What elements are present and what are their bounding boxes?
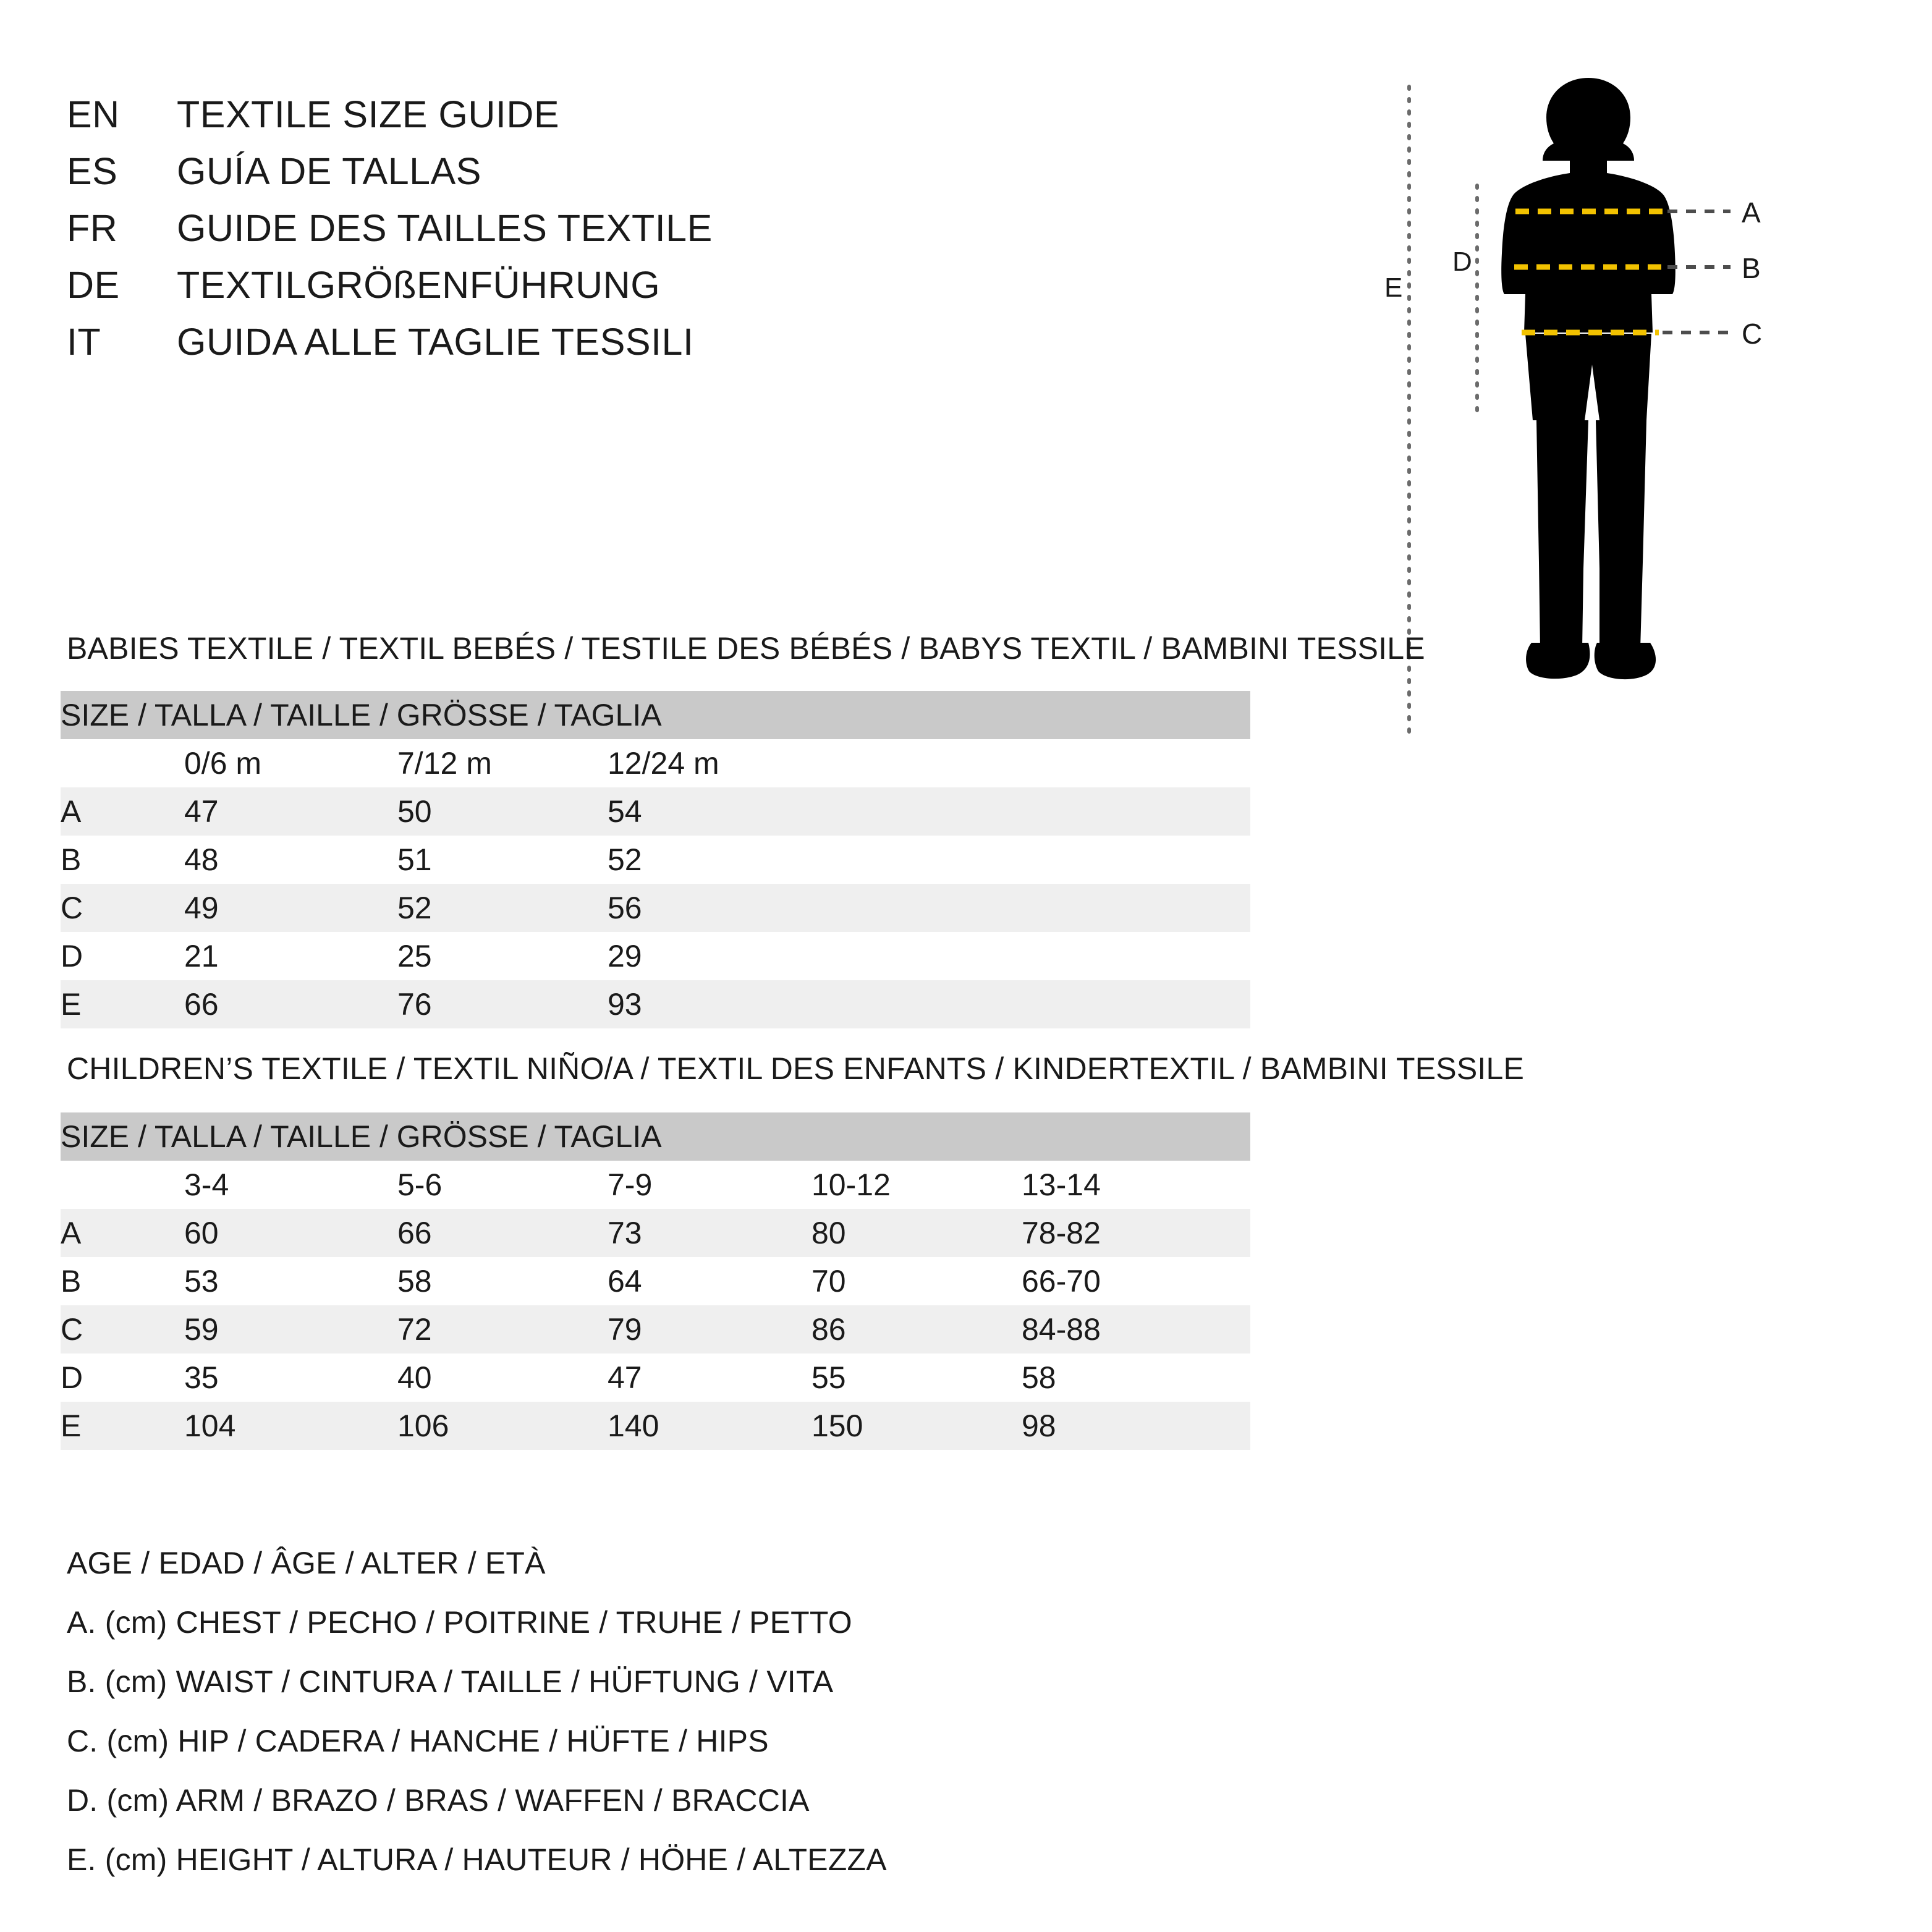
babies-row-label-a: A <box>61 787 184 836</box>
children-cell-c-1: 72 <box>397 1305 608 1354</box>
children-col-2: 7-9 <box>608 1161 811 1209</box>
babies-cell-d-1: 25 <box>397 932 608 980</box>
babies-corner-cell <box>61 739 184 787</box>
title-row-es <box>67 150 1241 206</box>
figure-label-d: D <box>1452 247 1472 277</box>
children-cell-d-1: 40 <box>397 1354 608 1402</box>
table-row <box>61 932 1250 980</box>
measurement-figure <box>1384 74 1866 773</box>
title-row-de <box>67 263 1241 320</box>
children-cell-a-0: 60 <box>184 1209 397 1257</box>
children-size-table <box>61 1112 1250 1450</box>
children-cell-c-3: 86 <box>811 1305 1022 1354</box>
babies-cell-e-2: 93 <box>608 980 1250 1028</box>
children-cell-e-2: 140 <box>608 1402 811 1450</box>
children-size-header: SIZE / TALLA / TAILLE / GRÖSSE / TAGLIA <box>61 1112 1250 1161</box>
title-text-it: GUIDA ALLE TAGLIE TESSILI <box>177 321 694 363</box>
title-text-en: TEXTILE SIZE GUIDE <box>177 93 560 135</box>
children-col-0: 3-4 <box>184 1161 397 1209</box>
babies-cell-e-1: 76 <box>397 980 608 1028</box>
children-cell-d-3: 55 <box>811 1354 1022 1402</box>
children-col-1: 5-6 <box>397 1161 608 1209</box>
child-silhouette <box>1501 78 1676 679</box>
babies-col-1: 7/12 m <box>397 739 608 787</box>
figure-label-e: E <box>1384 273 1403 303</box>
babies-row-label-b: B <box>61 836 184 884</box>
title-block <box>67 93 1241 377</box>
children-cell-e-0: 104 <box>184 1402 397 1450</box>
babies-cell-b-1: 51 <box>397 836 608 884</box>
babies-column-header-row <box>61 739 1250 787</box>
babies-size-table <box>61 691 1250 1028</box>
title-lang-de: DE <box>67 264 120 306</box>
table-row <box>61 1402 1250 1450</box>
children-section-heading: CHILDREN’S TEXTILE / TEXTIL NIÑO/A / TEXTIL DES ENFANTS / KINDERTEXTIL / BAMBINI TESSILE <box>67 1051 1525 1086</box>
children-row-label-c: C <box>61 1305 184 1354</box>
figure-label-a: A <box>1742 197 1761 229</box>
title-lang-fr: FR <box>67 207 118 249</box>
children-cell-c-2: 79 <box>608 1305 811 1354</box>
babies-size-header-row <box>61 691 1250 739</box>
title-text-es: GUÍA DE TALLAS <box>177 150 481 192</box>
legend-block <box>67 1545 1550 1901</box>
children-cell-e-4: 98 <box>1022 1402 1250 1450</box>
title-lang-it: IT <box>67 321 101 363</box>
children-cell-e-1: 106 <box>397 1402 608 1450</box>
babies-row-label-e: E <box>61 980 184 1028</box>
children-cell-d-0: 35 <box>184 1354 397 1402</box>
children-col-4: 13-14 <box>1022 1161 1250 1209</box>
title-lang-en: EN <box>67 93 120 135</box>
babies-cell-a-0: 47 <box>184 787 397 836</box>
children-cell-c-0: 59 <box>184 1305 397 1354</box>
children-table-wrap <box>61 1112 1250 1450</box>
babies-table-wrap <box>61 691 1250 1028</box>
table-row <box>61 836 1250 884</box>
children-row-label-b: B <box>61 1257 184 1305</box>
figure-label-c: C <box>1742 318 1763 350</box>
children-cell-b-4: 66-70 <box>1022 1257 1250 1305</box>
legend-line-arm: D. (cm) ARM / BRAZO / BRAS / WAFFEN / BRACCIA <box>67 1783 810 1818</box>
babies-cell-c-1: 52 <box>397 884 608 932</box>
legend-line-waist: B. (cm) WAIST / CINTURA / TAILLE / HÜFTUNG / VITA <box>67 1664 834 1699</box>
babies-col-0: 0/6 m <box>184 739 397 787</box>
table-row <box>61 1354 1250 1402</box>
babies-col-2: 12/24 m <box>608 739 1250 787</box>
children-column-header-row <box>61 1161 1250 1209</box>
babies-cell-c-0: 49 <box>184 884 397 932</box>
children-cell-b-3: 70 <box>811 1257 1022 1305</box>
children-cell-d-4: 58 <box>1022 1354 1250 1402</box>
babies-cell-b-0: 48 <box>184 836 397 884</box>
babies-cell-d-2: 29 <box>608 932 1250 980</box>
children-cell-b-0: 53 <box>184 1257 397 1305</box>
children-cell-c-4: 84-88 <box>1022 1305 1250 1354</box>
children-cell-a-1: 66 <box>397 1209 608 1257</box>
babies-cell-a-1: 50 <box>397 787 608 836</box>
table-row <box>61 884 1250 932</box>
title-text-de: TEXTILGRÖßENFÜHRUNG <box>177 264 661 306</box>
babies-row-label-d: D <box>61 932 184 980</box>
children-row-label-d: D <box>61 1354 184 1402</box>
title-text-fr: GUIDE DES TAILLES TEXTILE <box>177 207 713 249</box>
babies-row-label-c: C <box>61 884 184 932</box>
babies-cell-a-2: 54 <box>608 787 1250 836</box>
children-cell-b-1: 58 <box>397 1257 608 1305</box>
title-row-en <box>67 93 1241 150</box>
legend-line-hip: C. (cm) HIP / CADERA / HANCHE / HÜFTE / HIPS <box>67 1724 769 1758</box>
table-row <box>61 1257 1250 1305</box>
children-row-label-a: A <box>61 1209 184 1257</box>
children-cell-b-2: 64 <box>608 1257 811 1305</box>
children-cell-d-2: 47 <box>608 1354 811 1402</box>
table-row <box>61 1305 1250 1354</box>
table-row <box>61 1209 1250 1257</box>
babies-section-heading: BABIES TEXTILE / TEXTIL BEBÉS / TESTILE DES BÉBÉS / BABYS TEXTIL / BAMBINI TESSILE <box>67 631 1425 666</box>
children-size-header-row <box>61 1112 1250 1161</box>
table-row <box>61 980 1250 1028</box>
children-cell-e-3: 150 <box>811 1402 1022 1450</box>
children-corner-cell <box>61 1161 184 1209</box>
children-row-label-e: E <box>61 1402 184 1450</box>
children-col-3: 10-12 <box>811 1161 1022 1209</box>
figure-label-b: B <box>1742 252 1761 284</box>
table-row <box>61 787 1250 836</box>
babies-cell-d-0: 21 <box>184 932 397 980</box>
children-cell-a-2: 73 <box>608 1209 811 1257</box>
legend-line-height: E. (cm) HEIGHT / ALTURA / HAUTEUR / HÖHE / ALTEZZA <box>67 1842 887 1877</box>
title-row-fr <box>67 206 1241 263</box>
children-cell-a-3: 80 <box>811 1209 1022 1257</box>
legend-line-age: AGE / EDAD / ÂGE / ALTER / ETÀ <box>67 1546 546 1580</box>
children-cell-a-4: 78-82 <box>1022 1209 1250 1257</box>
babies-cell-b-2: 52 <box>608 836 1250 884</box>
babies-cell-e-0: 66 <box>184 980 397 1028</box>
title-lang-es: ES <box>67 150 118 192</box>
legend-line-chest: A. (cm) CHEST / PECHO / POITRINE / TRUHE / PETTO <box>67 1605 852 1640</box>
title-row-it <box>67 320 1241 377</box>
babies-size-header: SIZE / TALLA / TAILLE / GRÖSSE / TAGLIA <box>61 691 1250 739</box>
babies-cell-c-2: 56 <box>608 884 1250 932</box>
